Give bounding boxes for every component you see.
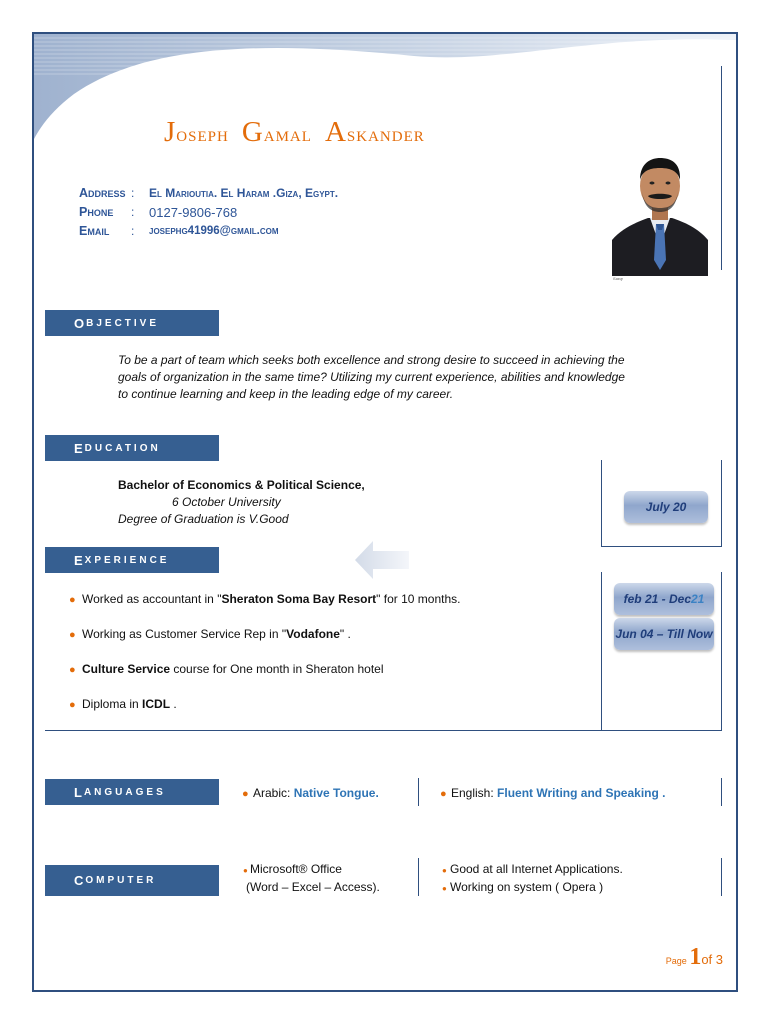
objective-text: To be a part of team which seeks both excellence and strong desire to succeed in achieving the goals of organization in the same time? Utilizing my current experience, abilities and knowledge to continue learning and keep in the leading edge of my career. (118, 353, 625, 401)
computer-heading: C OMPUTER (45, 865, 219, 896)
language-arabic: ● Arabic: Native Tongue. (242, 786, 379, 800)
experience-date-badge: feb 21 - Dec 21 (614, 583, 714, 615)
page-number: Page 1of 3 (665, 944, 723, 970)
experience-item: ● Diploma in ICDL . (69, 697, 177, 711)
contact-block (79, 184, 338, 241)
phone-value: 0127-9806-768 (149, 205, 238, 220)
bullet-icon: ● (243, 866, 248, 875)
experience-item: ● Worked as accountant in "Sheraton Soma Bay Resort" for 10 months. (69, 592, 461, 606)
bullet-icon: ● (242, 788, 249, 800)
computer-skills-internet: ● Good at all Internet Applications. ● Working on system ( Opera ) (442, 861, 623, 897)
language-english: ● English: Fluent Writing and Speaking . (440, 786, 666, 800)
bullet-icon: ● (440, 788, 447, 800)
experience-heading: E XPERIENCE (45, 547, 219, 573)
graduation-grade: Degree of Graduation is V.Good (118, 512, 289, 526)
bullet-icon: ● (442, 866, 447, 875)
address-row: Address : El Marioutia. El Haram .Giza, Egypt. (79, 184, 338, 203)
degree-title: Bachelor of Economics & Political Science, (118, 478, 365, 492)
languages-right-line (721, 778, 722, 806)
phone-label: Phone (79, 205, 114, 219)
languages-column-divider (418, 778, 419, 806)
education-details (118, 477, 365, 528)
education-heading: E DUCATION (45, 435, 219, 461)
experience-item: ● Working as Customer Service Rep in "Vodafone" . (69, 627, 351, 641)
computer-skills-office: ● Microsoft® Office (Word – Excel – Access). (243, 862, 380, 894)
bullet-icon: ● (69, 699, 76, 711)
address-label: Address (79, 186, 126, 200)
objective-heading: O BJECTIVE (45, 310, 219, 336)
education-date-box-bottom (601, 546, 722, 547)
profile-photo (612, 148, 708, 276)
bullet-icon: ● (69, 594, 76, 606)
experience-date-badge: Jun 04 – Till Now (614, 618, 714, 650)
section-divider (45, 730, 722, 731)
address-value: El Marioutia. El Haram .Giza, Egypt. (149, 186, 339, 200)
education-date-box-right (721, 460, 722, 546)
education-date-badge: July 20 (624, 491, 708, 523)
computer-column-divider (418, 858, 419, 896)
left-arrow-icon (355, 541, 409, 579)
candidate-name: Joseph Gamal Askander (164, 116, 425, 148)
email-link[interactable]: josephg41996@gmail.com (149, 225, 279, 237)
bullet-icon: ● (69, 664, 76, 676)
experience-date-box-right (721, 572, 722, 730)
education-date-box-left (601, 460, 602, 546)
email-row: Email : josephg41996@gmail.com (79, 222, 338, 241)
languages-heading: L ANGUAGES (45, 779, 219, 805)
experience-date-box-left (601, 572, 602, 730)
university-name: 6 October University (172, 495, 281, 509)
email-label: Email (79, 224, 110, 238)
header-divider-line (721, 66, 722, 270)
phone-row: Phone : 0127-9806-768 (79, 205, 238, 220)
bullet-icon: ● (69, 629, 76, 641)
computer-right-line (721, 858, 722, 896)
photo-caption: Sony (613, 276, 623, 281)
bullet-icon: ● (442, 884, 447, 893)
experience-item: ● Culture Service course for One month in Sheraton hotel (69, 662, 384, 676)
